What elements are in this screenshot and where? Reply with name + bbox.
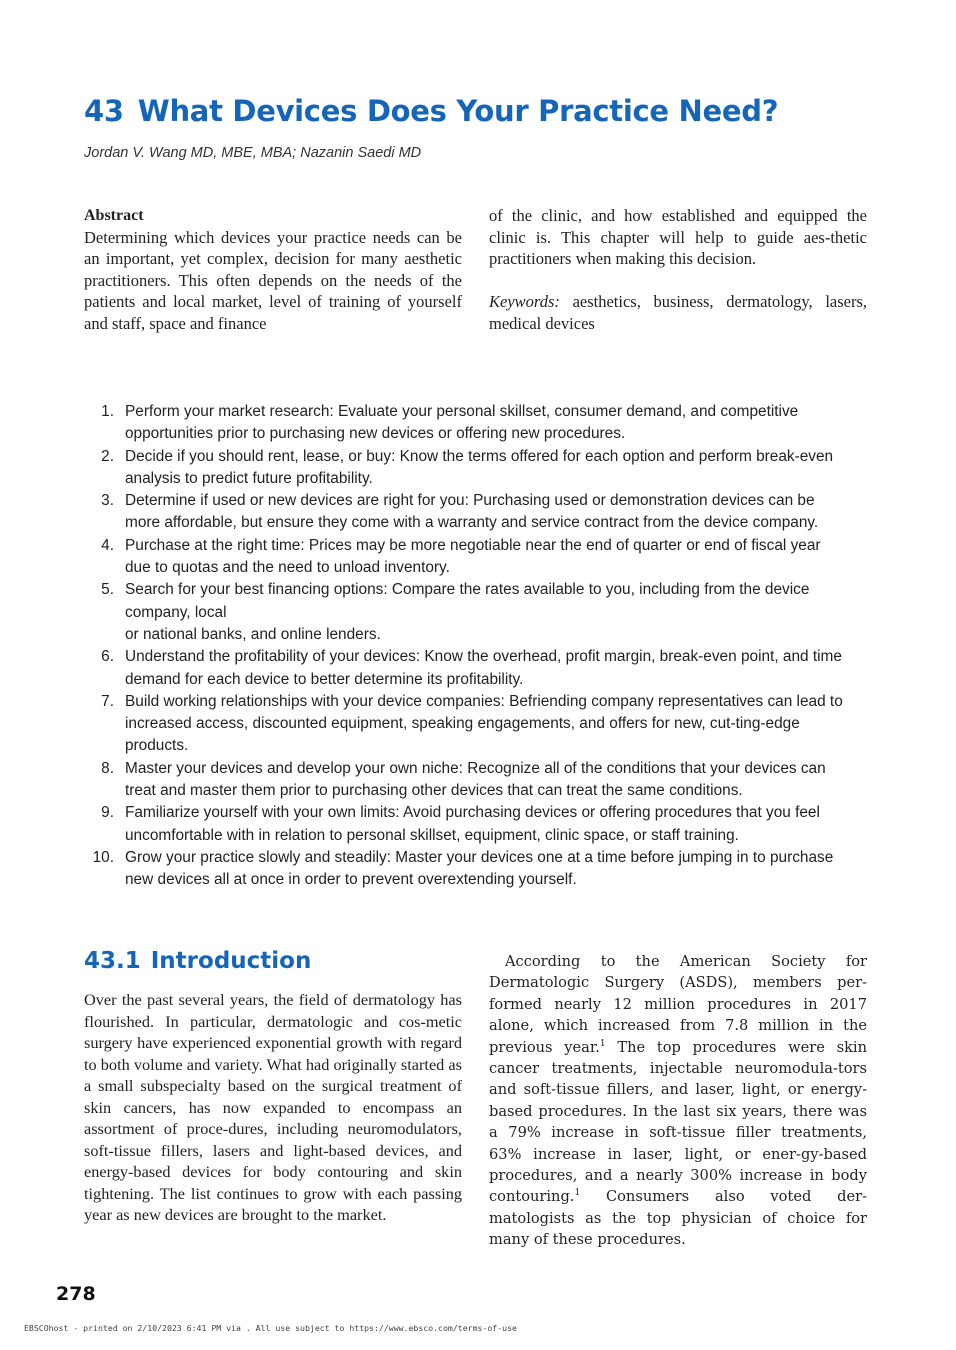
list-item-text: Master your devices and develop your own niche: Recognize all of the conditions that your devices can treat and master them prior to purchasing other devices that can treat the same conditions. xyxy=(125,759,826,800)
list-item-text: Determine if used or new devices are right for you: Purchasing used or demonstration devices can be more affordable, but ensure they come with a warranty and service contract from the device company. xyxy=(125,492,819,532)
intro-left-column xyxy=(84,989,462,1226)
list-item-number: 1. xyxy=(101,403,114,420)
intro-paragraph-1: Over the past several years, the field of dermatology has flourished. In particular, dermatologic and cos-metic surgery have experienced exponential growth with regard to both volume and variety. What had originally started as a small subspecialty based on the surgical treatment of skin cancers, has now expanded to encompass an assortment of proce-dures, including neuromodulators, soft-tissue fillers, lasers and light-based devices, and energy-based devices for body contouring and skin tightening. The list continues to grow with each passing year as new devices are brought to the market. xyxy=(84,990,462,1224)
list-item-text-continued: or national banks, and online lenders. xyxy=(125,625,381,643)
chapter-title xyxy=(84,94,778,128)
key-points-list xyxy=(90,401,850,892)
list-item-number: 2. xyxy=(101,447,114,465)
page-number: 278 xyxy=(56,1283,96,1305)
list-item-number: 10. xyxy=(92,848,114,866)
abstract-text-right: of the clinic, and how established and equipped the clinic is. This chapter will help to guide aes-thetic practitioners when making this decision. xyxy=(489,206,867,269)
chapter-authors: Jordan V. Wang MD, MBE, MBA; Nazanin Saedi MD xyxy=(84,145,422,161)
list-item-text: Perform your market research: Evaluate your personal skillset, consumer demand, and competitive opportunities prior to purchasing new devices or offering new procedures. xyxy=(125,403,799,443)
list-item-number: 3. xyxy=(101,492,114,510)
intro-paragraph-2-part-b: The top procedures were skin cancer treatments, injectable neuromodula-tors and soft-tissue fillers, and laser, light, or energy-based procedures. In the last six years, there was a 79% increase in soft-tissue filler treatments, 63% increase in laser, light, or ener-gy-based procedures, and a nearly 300% increase in body contouring. xyxy=(489,1038,867,1206)
list-item-number: 8. xyxy=(101,759,114,777)
chapter-number: 43 xyxy=(84,94,124,128)
list-item-text: Purchase at the right time: Prices may be more negotiable near the end of quarter or end of fiscal year due to quotas and the need to unload inventory. xyxy=(125,536,821,577)
section-title-text: Introduction xyxy=(150,948,312,974)
intro-right-column xyxy=(489,951,867,1251)
list-item-number: 7. xyxy=(101,692,114,710)
keywords-label: Keywords: xyxy=(489,292,560,312)
print-footer: EBSCOhost - printed on 2/10/2023 6:41 PM via . All use subject to https://www.ebsco.com/terms-of-use xyxy=(24,1323,517,1333)
list-item-text: Familiarize yourself with your own limits: Avoid purchasing devices or offering procedures that you feel uncomfortable with in relation to personal skillset, equipment, clinic space, or staff training. xyxy=(125,804,820,844)
section-number: 43.1 xyxy=(84,948,141,974)
list-item xyxy=(90,490,850,535)
list-item-number: 9. xyxy=(101,804,114,822)
citation-ref: 1 xyxy=(599,1038,606,1049)
list-item xyxy=(90,646,850,691)
list-item xyxy=(90,579,850,646)
chapter-title-text: What Devices Does Your Practice Need? xyxy=(137,94,779,128)
keywords-text: aesthetics, business, dermatology, lasers, medical devices xyxy=(489,292,868,333)
list-item-text: Decide if you should rent, lease, or buy: Know the terms offered for each option and perform break-even analysis to predict future profitability. xyxy=(125,447,834,487)
abstract-left-column xyxy=(84,205,462,335)
section-title xyxy=(84,948,311,974)
list-item xyxy=(90,802,850,847)
abstract-right-column xyxy=(489,205,867,335)
list-item xyxy=(90,401,850,446)
list-item-text: Build working relationships with your device companies: Befriending company representatives can lead to increased access, discounted equipment, speaking engagements, and offers for new, cut-ting-edge products. xyxy=(125,692,843,755)
intro-paragraph-2 xyxy=(489,951,867,1251)
abstract-text-left: Determining which devices your practice needs can be an important, yet complex, decision for many aesthetic practitioners. This often depends on the needs of the patients and local market, level of training of yourself and staff, space and finance xyxy=(84,227,462,333)
list-item xyxy=(90,847,850,892)
list-item-text: Understand the profitability of your devices: Know the overhead, profit margin, break-even point, and time demand for each device to better determine its profitability. xyxy=(125,648,842,688)
abstract-heading: Abstract xyxy=(84,207,144,224)
citation-ref: 1 xyxy=(574,1188,581,1199)
list-item xyxy=(90,691,850,758)
list-item-text: Search for your best financing options: Compare the rates available to you, including from the device company, local xyxy=(125,581,810,621)
list-item-text: Grow your practice slowly and steadily: Master your devices one at a time before jumping in to purchase new devices all at once in order to prevent overextending yourself. xyxy=(125,848,834,889)
keywords xyxy=(489,291,867,334)
intro-paragraph-2-part-a: According to the American Society for Dermatologic Surgery (ASDS), members per-formed nearly 12 million procedures in 2017 alone, which increased from 7.8 million in the previous year. xyxy=(489,953,867,1056)
list-item-number: 4. xyxy=(101,536,114,554)
list-item xyxy=(90,535,850,580)
list-item xyxy=(90,758,850,803)
list-item xyxy=(90,446,850,491)
list-item-number: 6. xyxy=(101,648,114,666)
intro-paragraph-2-part-c: Consumers also voted der-matologists as the top physician of choice for many of these procedures. xyxy=(489,1188,867,1249)
list-item-number: 5. xyxy=(101,581,114,599)
